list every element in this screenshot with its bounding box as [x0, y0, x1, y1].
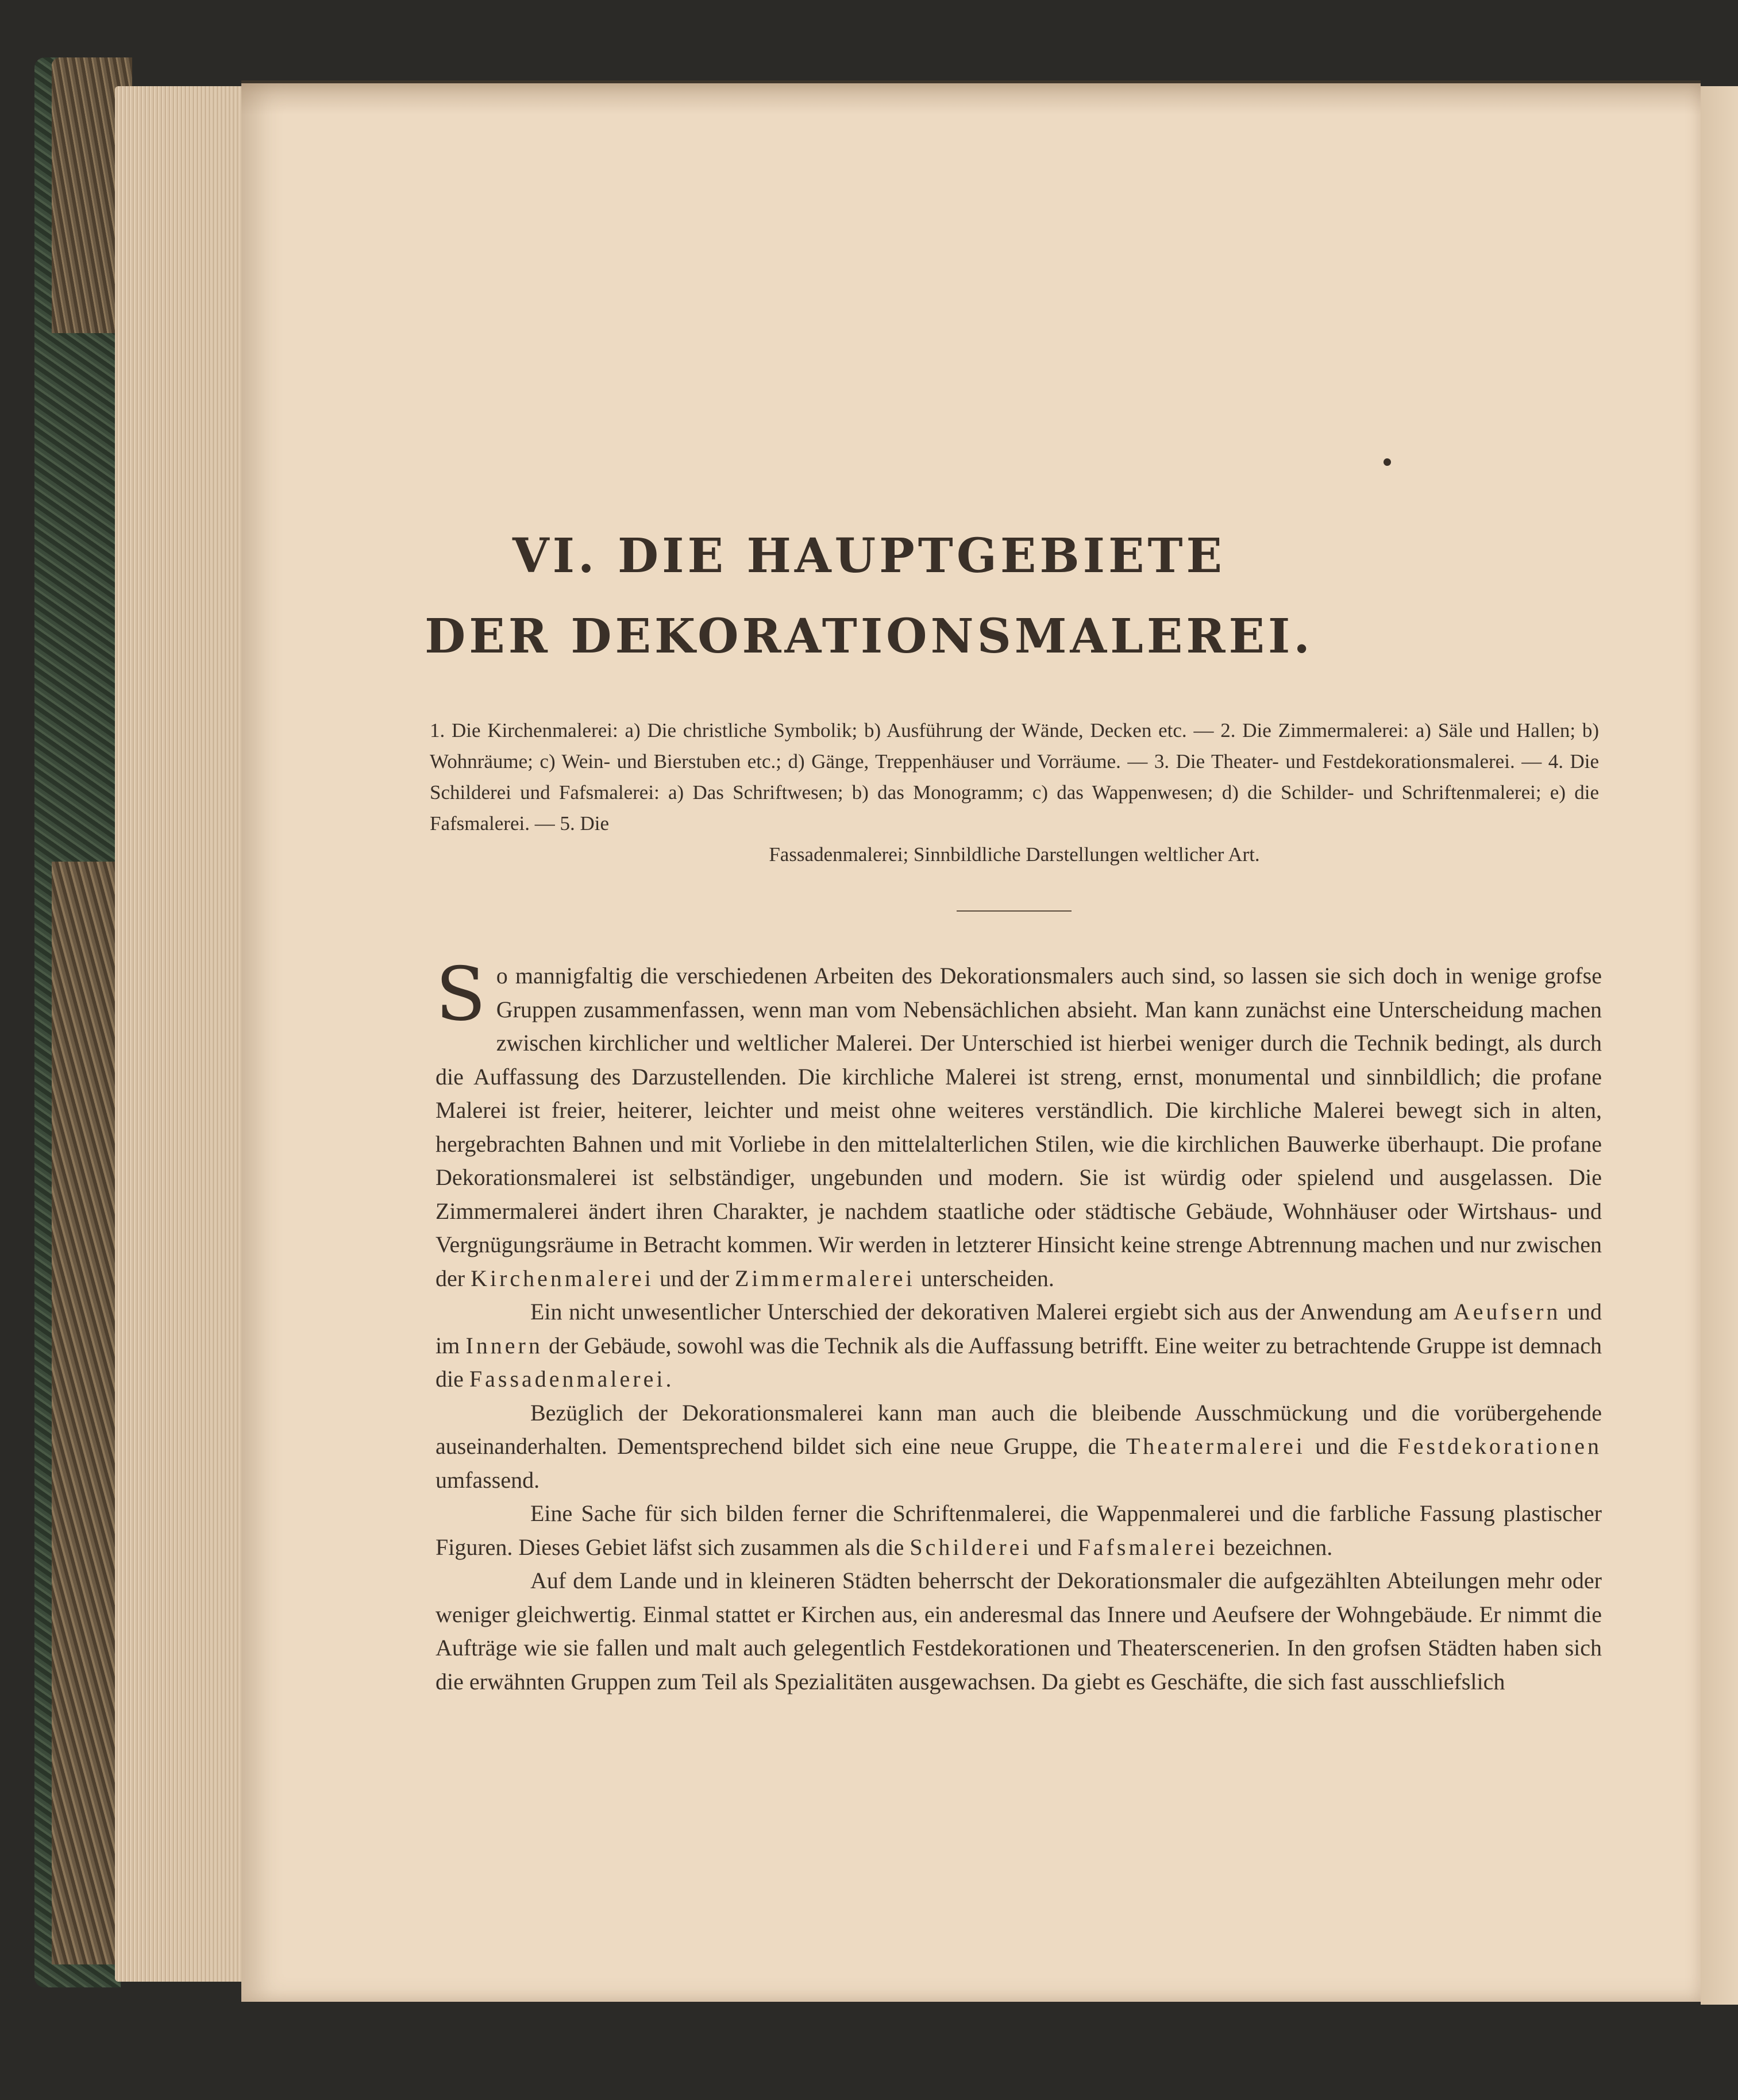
- summary-last-line: Fassadenmalerei; Sinnbildliche Darstellungen weltlicher Art.: [769, 843, 1260, 866]
- chapter-summary: [430, 715, 1599, 870]
- page-edges: [115, 86, 247, 1982]
- emphasis: Fafsmalerei: [1077, 1534, 1218, 1560]
- chapter-title-line1: VI. DIE HAUPTGEBIETE: [512, 528, 1226, 584]
- paragraph-4: Eine Sache für sich bilden ferner die Schriftenmalerei, die Wappenmalerei und die farbliche Fassung plastischer Figuren. Dieses Gebiet läfst sich zusammen als die Schilderei und Fafsmalerei bezeichnen.: [436, 1500, 1602, 1560]
- page-shadow: [241, 80, 1701, 115]
- emphasis: Fassadenmalerei.: [469, 1366, 675, 1392]
- facing-page-edge: [1701, 86, 1738, 2005]
- emphasis: Schilderei: [910, 1534, 1032, 1560]
- emphasis: Aeufsern: [1453, 1299, 1561, 1325]
- paragraph-2: Ein nicht unwesentlicher Unterschied der dekorativen Malerei ergiebt sich aus der Anwendung am Aeufsern und im Innern der Gebäude, sowohl was die Technik als die Auffassung betrifft. Eine weiter zu betrachtende Gruppe ist demnach die Fassadenmalerei.: [436, 1299, 1602, 1392]
- paragraph-1: So mannigfaltig die verschiedenen Arbeiten des Dekorationsmalers auch sind, so lassen sie sich doch in wenige grofse Gruppen zusammenfassen, wenn man vom Nebensächlichen absieht. Man kann zunächst eine Unterscheidung machen zwischen kirchlicher und weltlicher Malerei. Der Unterschied ist hierbei weniger durch die Technik bedingt, als durch die Auffassung des Darzustellenden. Die kirchliche Malerei ist streng, ernst, monumental und sinnbildlich; die profane Malerei ist freier, heiterer, leichter und meist ohne weiteres verständlich. Die kirchliche Malerei bewegt sich in alten, hergebrachten Bahnen und mit Vorliebe in den mittelalterlichen Stilen, wie die kirchlichen Bauwerke überhaupt. Die profane Dekorationsmalerei ist selbständiger, ungebunden und modern. Sie ist würdig oder spielend und ausgelassen. Die Zimmermalerei ändert ihren Charakter, je nachdem staatliche oder städtische Gebäude, Wohnhäuser oder Wirtshaus- und Vergnügungsräume in Betracht kommen. Wir werden in letzterer Hinsicht keine strenge Abtrennung machen und nur zwischen der Kirchenmalerei und der Zimmermalerei unterscheiden.: [436, 952, 1602, 1291]
- emphasis: Festdekorationen: [1397, 1433, 1602, 1459]
- summary-text: 1. Die Kirchenmalerei: a) Die christliche Symbolik; b) Ausführung der Wände, Decken etc. — 2. Die Zimmermalerei: a) Säle und Hallen; b) Wohnräume; c) Wein- und Bierstuben etc.; d) Gänge, Treppenhäuser und Vorräume. — 3. Die Theater- und Festdekorationsmalerei. — 4. Die Schilderei und Fafsmalerei: a) Das Schriftwesen; b) das Monogramm; c) das Wappenwesen; d) die Schilder- und Schriftenmalerei; e) die Fafsmalerei. — 5. Die: [430, 719, 1599, 835]
- ink-dot: [1384, 458, 1391, 466]
- drop-cap: S: [436, 952, 486, 1037]
- divider-rule: [957, 910, 1072, 912]
- emphasis: Zimmermalerei: [734, 1265, 915, 1291]
- paragraph-5: Auf dem Lande und in kleineren Städten beherrscht der Dekorationsmaler die aufgezählten Abteilungen mehr oder weniger gleichwertig. Einmal stattet er Kirchen aus, ein anderesmal das Innere und Aeufsere der Wohngebäude. Er nimmt die Aufträge wie sie fallen und malt auch gelegentlich Festdekorationen und Theaterscenerien. In den grofsen Städten haben sich die erwähnten Gruppen zum Teil als Spezialitäten ausgewachsen. Da giebt es Geschäfte, die sich fast ausschliefslich: [436, 1568, 1602, 1694]
- chapter-title-line2: DER DEKORATIONSMALEREI.: [425, 609, 1313, 664]
- body-text: [436, 952, 1602, 1698]
- paragraph-3: Bezüglich der Dekorationsmalerei kann man auch die bleibende Ausschmückung und die vorübergehende auseinanderhalten. Dementsprechend bildet sich eine neue Gruppe, die Theatermalerei und die Festdekorationen umfassend.: [436, 1399, 1602, 1493]
- emphasis: Theatermalerei: [1126, 1433, 1305, 1459]
- emphasis: Innern: [465, 1332, 543, 1358]
- emphasis: Kirchenmalerei: [471, 1265, 654, 1291]
